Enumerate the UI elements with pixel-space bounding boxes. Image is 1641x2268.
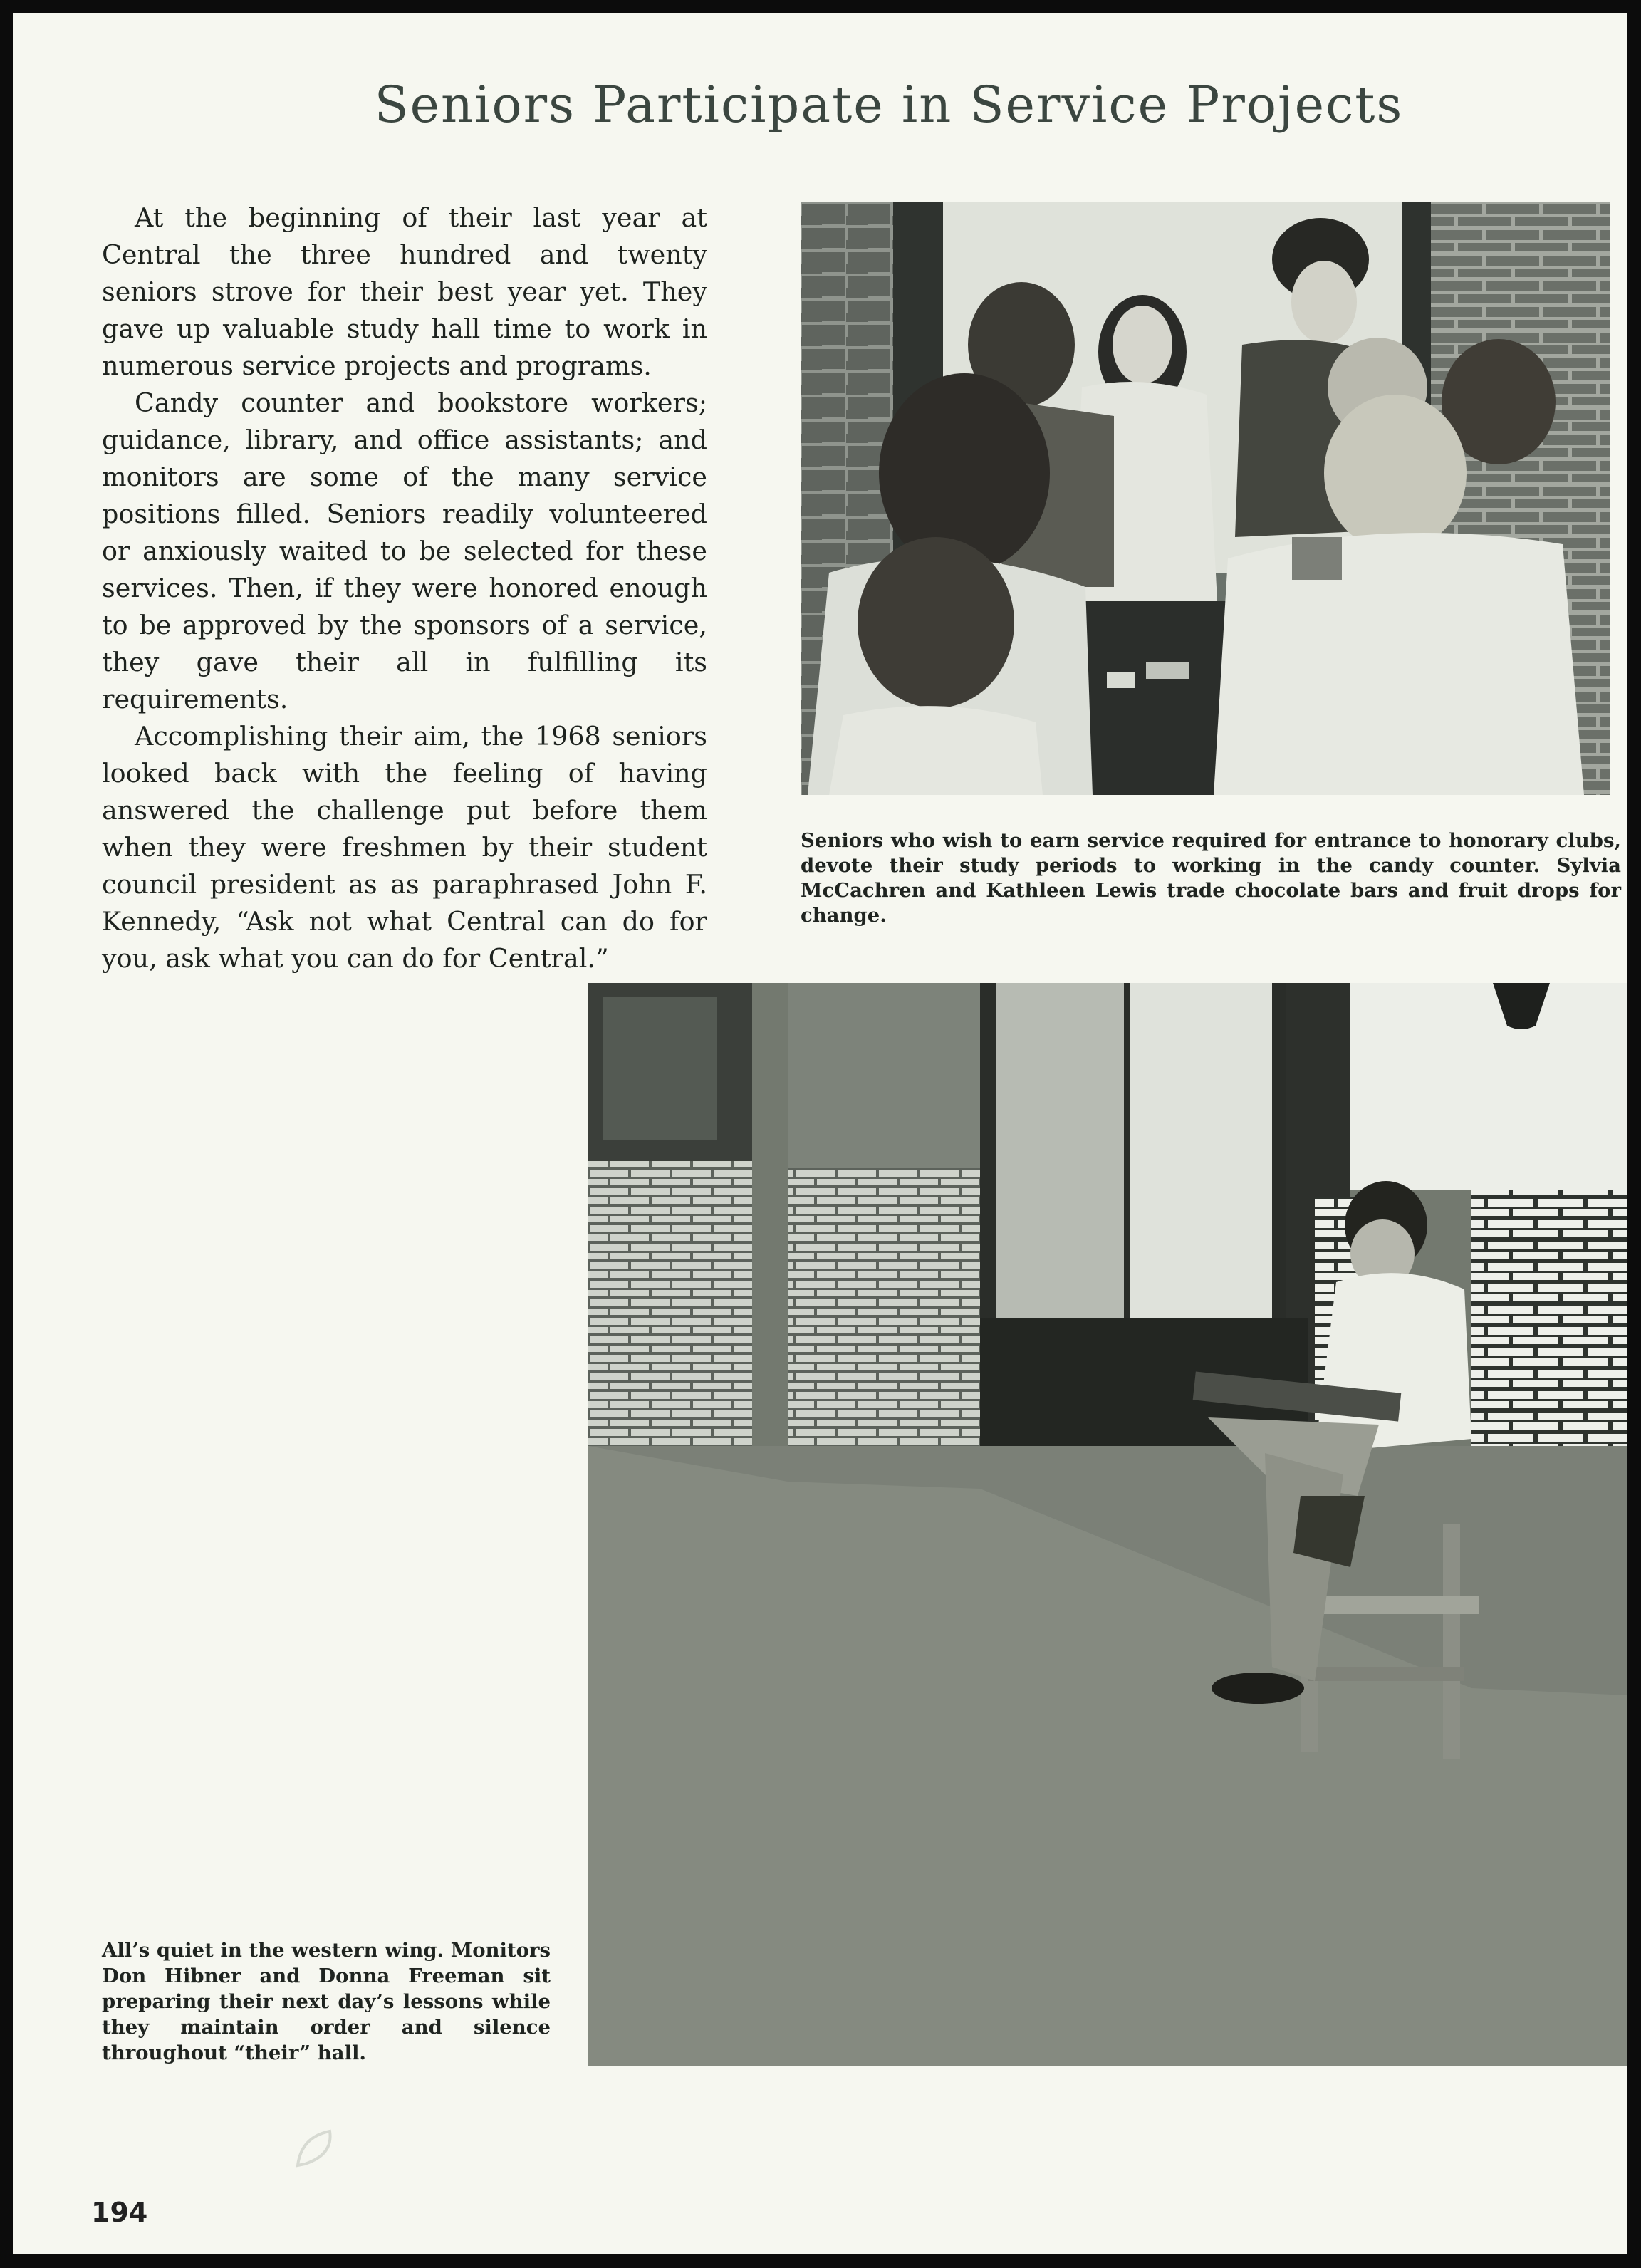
article-paragraph-1: At the beginning of their last year at Central the three hundred and twenty seniors strove for their best year yet. They gave up valuable study hall time to work in numerous service projects and programs. [102,202,707,381]
candy-counter-photo [801,202,1610,795]
yearbook-page [13,13,1627,2254]
candy-counter-caption: Seniors who wish to earn service required for entrance to honorary clubs, devote their study periods to working in the candy counter. Sylvia McCachren and Kathleen Lewis trade chocolate bars and fruit drops for change. [801,829,1621,927]
page-title-wrap [226,76,1551,134]
article-body [102,199,707,977]
hallway-caption: All’s quiet in the western wing. Monitors Don Hibner and Donna Freeman sit preparing their next day’s lessons while they maintain order and silence throughout “their” hall. [102,1939,551,2064]
article-paragraph-2: Candy counter and bookstore workers; guidance, library, and office assistants; and monitors are some of the many service positions filled. Seniors readily volunteered or anxiously waited to be selected for these services. Then, if they were honored enough to be approved by the sponsors of a service, they gave their all in fulfilling its requirements. [102,387,707,714]
page-number: 194 [91,2197,148,2228]
article-paragraph-3: Accomplishing their aim, the 1968 seniors looked back with the feeling of having answered the challenge put before them when they were freshmen by their student council president as as paraphrased John F. Kennedy, “Ask not what Central can do for you, ask what you can do for Central.” [102,721,707,974]
faint-logo-watermark [291,2123,340,2173]
page-title: Seniors Participate in Service Projects [374,76,1404,134]
hallway-photo [588,983,1627,2066]
